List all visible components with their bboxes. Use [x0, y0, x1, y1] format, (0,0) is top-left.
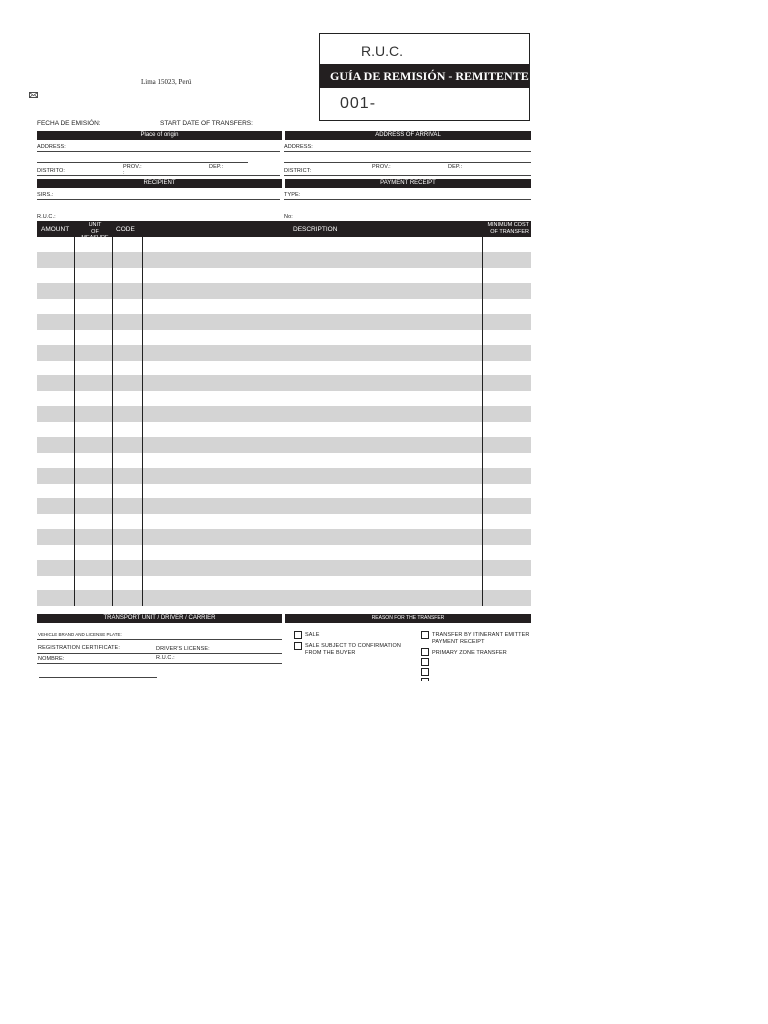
registration-label: REGISTRATION CERTIFICATE: — [38, 645, 120, 651]
vehicle-label: VEHICLE BRAND AND LICENSE PLATE: — [38, 632, 122, 637]
col-min-line-1: MINIMUM COST — [487, 222, 529, 228]
itinerant-checkbox[interactable] — [421, 631, 429, 639]
arrival-prov-label: PROV.: — [372, 164, 391, 170]
origin-header: Place of origin — [37, 131, 282, 140]
document-title: GUÍA DE REMISIÓN - REMITENTE — [320, 64, 529, 88]
origin-district-label: DISTRITO: — [37, 168, 65, 174]
signature-line — [39, 677, 157, 678]
origin-line-2 — [37, 162, 248, 163]
items-table-header — [37, 221, 531, 241]
payment-type-label: TYPE: — [284, 192, 301, 198]
transport-header: TRANSPORT UNIT / DRIVER / CARRIER — [37, 614, 282, 623]
recipient-header: RECIPIENT — [37, 179, 282, 188]
arrival-dep-label: DEP.: — [448, 164, 463, 170]
driver-name-label: NOMBRE: — [38, 656, 65, 662]
origin-address-label: ADDRESS: — [37, 144, 66, 150]
extra-checkbox-1[interactable] — [421, 658, 429, 666]
recipient-name-label: SIRS.: — [37, 192, 54, 198]
recipient-ruc-label: R.U.C.: — [37, 214, 56, 220]
itinerant-line-2: PAYMENT RECEIPT — [432, 638, 485, 645]
sale-confirmation-checkbox[interactable] — [294, 642, 302, 650]
col-divider-4 — [482, 237, 483, 606]
sale-checkbox[interactable] — [294, 631, 302, 639]
col-unit — [77, 222, 113, 242]
payment-header: PAYMENT RECEIPT — [285, 179, 531, 188]
payment-no-label: No: — [284, 214, 293, 220]
reason-header: REASON FOR THE TRANSFER — [285, 614, 531, 623]
issue-date-label: FECHA DE EMISIÓN: — [37, 120, 101, 127]
origin-line-3 — [37, 175, 280, 176]
license-line — [37, 653, 282, 654]
arrival-address-label: ADDRESS: — [284, 144, 313, 150]
arrival-address-line — [284, 151, 531, 152]
col-min-cost — [481, 222, 529, 235]
series-number: 001- — [340, 95, 377, 112]
col-code: CODE — [116, 226, 135, 233]
drivers-license-label: DRIVER'S LICENSE: — [156, 646, 210, 652]
sale-label: SALE — [305, 632, 320, 638]
origin-dep-label: DEP.: — [209, 164, 224, 170]
col-unit-line-2: OF MEASURE — [81, 228, 109, 241]
arrival-district-label: DISTRICT: — [284, 168, 312, 174]
itinerant-label — [432, 632, 529, 645]
arrival-line-3 — [284, 175, 531, 176]
primary-zone-checkbox[interactable] — [421, 648, 429, 656]
sale-confirmation-line-2: FROM THE BUYER — [305, 649, 356, 656]
col-unit-line-1: UNIT — [88, 222, 102, 228]
sale-confirmation-label — [305, 643, 401, 656]
ruc-label: R.U.C. — [361, 43, 403, 59]
col-divider-2 — [112, 237, 113, 606]
arrival-line-2 — [284, 162, 531, 163]
start-date-label: START DATE OF TRANSFERS: — [160, 120, 253, 127]
sale-confirmation-line-1: SALE SUBJECT TO CONFIRMATION — [305, 643, 401, 649]
extra-checkbox-3[interactable] — [421, 678, 429, 681]
envelope-icon — [29, 85, 38, 91]
origin-address-line — [37, 151, 280, 152]
company-address: Lima 15023, Perú — [141, 78, 192, 86]
extra-checkbox-2[interactable] — [421, 668, 429, 676]
origin-prov-colon: : — [123, 170, 125, 176]
col-min-line-2: OF TRANSFER — [490, 228, 529, 235]
col-description: DESCRIPTION — [293, 226, 338, 233]
col-amount: AMOUNT — [41, 226, 70, 233]
col-divider-1 — [74, 237, 75, 606]
recipient-name-line — [37, 199, 280, 200]
itinerant-line-1: TRANSFER BY ITINERANT EMITTER — [432, 632, 530, 638]
origin-prov-label: PROV.: — [123, 164, 142, 170]
col-divider-3 — [142, 237, 143, 606]
payment-type-line — [284, 199, 531, 200]
driver-ruc-label: R.U.C.: — [156, 655, 175, 661]
arrival-header: ADDRESS OF ARRIVAL — [285, 131, 531, 140]
vehicle-line — [37, 639, 282, 640]
name-line — [37, 663, 282, 664]
primary-zone-label: PRIMARY ZONE TRANSFER — [432, 650, 507, 656]
ruc-box — [319, 33, 530, 121]
